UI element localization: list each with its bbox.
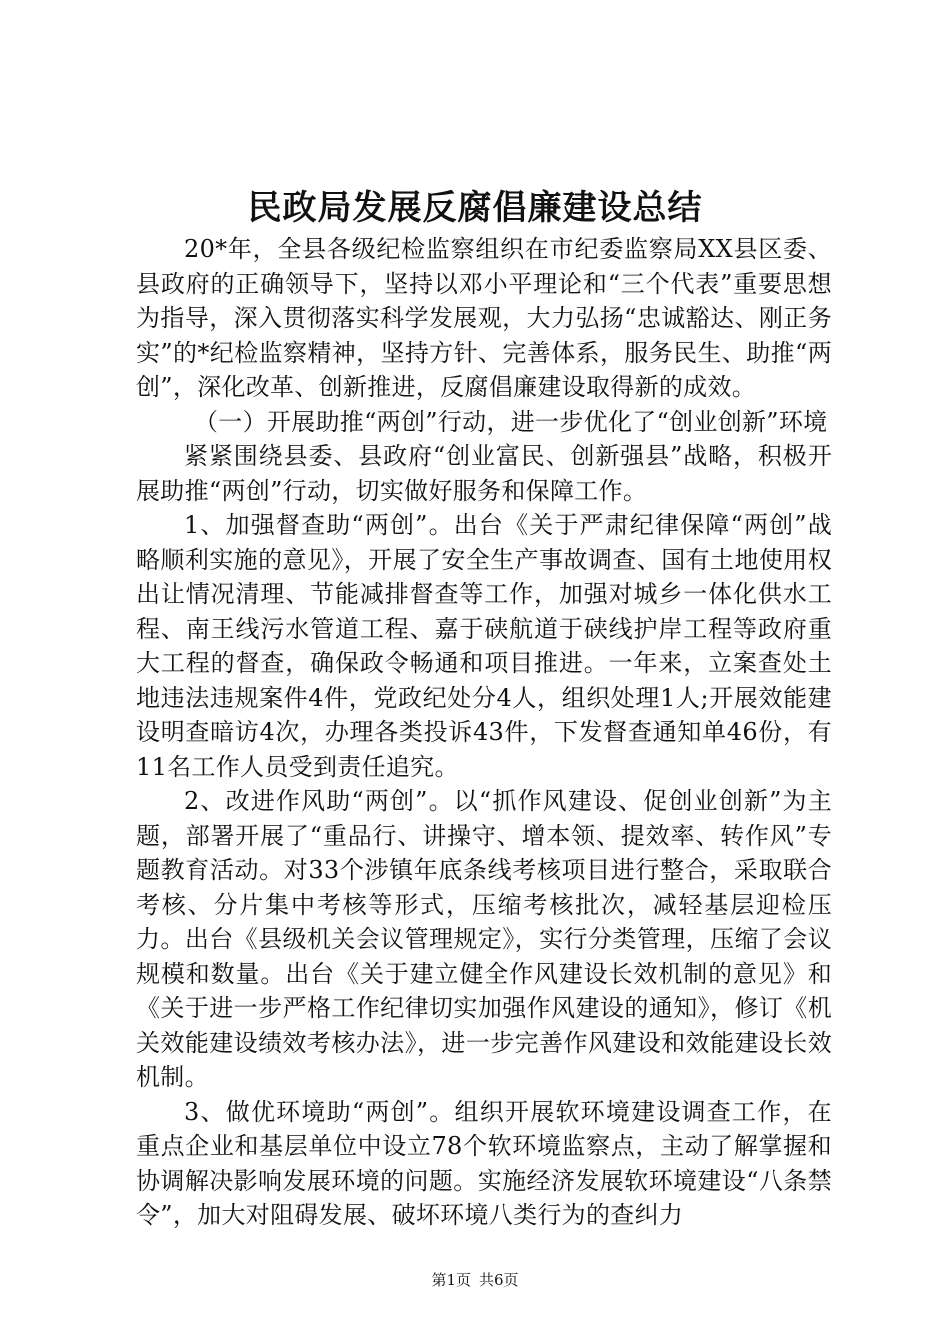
paragraph-item-1: 1、加强督查助“两创”。出台《关于严肃纪律保障“两创”战略顺利实施的意见》，开展了安全生产事故调查、国有土地使用权出让情况清理、节能减排督查等工作，加强对城乡一体化供水工程、南王线污水管道工程、嘉于硖航道于硖线护岸工程等政府重大工程的督查，确保政令畅通和项目推进。一年来，立案查处土地违法违规案件4件，党政纪处分4人，组织处理1人;开展效能建设明查暗访4次，办理各类投诉43件，下发督查通知单46份，有11名工作人员受到责任追究。 — [136, 511, 832, 781]
paragraph-item-3: 3、做优环境助“两创”。组织开展软环境建设调查工作，在重点企业和基层单位中设立78个软环境监察点，主动了解掌握和协调解决影响发展环境的问题。实施经济发展软环境建设“八条禁令”，加大对阻碍发展、破坏环境八类行为的查纠力 — [136, 1097, 832, 1229]
paragraph-intro: 20*年，全县各级纪检监察组织在市纪委监察局XX县区委、县政府的正确领导下，坚持以邓小平理论和“三个代表”重要思想为指导，深入贯彻落实科学发展观，大力弘扬“忠诚豁达、刚正务实”的*纪检监察精神，坚持方针、完善体系，服务民生、助推“两创”，深化改革、创新推进，反腐倡廉建设取得新的成效。 — [136, 235, 832, 401]
paragraph-section-intro: 紧紧围绕县委、县政府“创业富民、创新强县”战略，积极开展助推“两创”行动，切实做好服务和保障工作。 — [136, 442, 832, 505]
section-heading-1: （一）开展助推“两创”行动，进一步优化了“创业创新”环境 — [194, 407, 828, 436]
paragraph-item-2: 2、改进作风助“两创”。以“抓作风建设、促创业创新”为主题，部署开展了“重品行、讲操守、增本领、提效率、转作风”专题教育活动。对33个涉镇年底条线考核项目进行整合，采取联合考核、分片集中考核等形式，压缩考核批次，减轻基层迎检压力。出台《县级机关会议管理规定》，实行分类管理，压缩了会议规模和数量。出台《关于建立健全作风建设长效机制的意见》和《关于进一步严格工作纪律切实加强作风建设的通知》，修订《机关效能建设绩效考核办法》，进一步完善作风建设和效能建设长效机制。 — [136, 787, 832, 1091]
page-total: 共6页 — [479, 1271, 519, 1289]
document-title: 民政局发展反腐倡廉建设总结 — [247, 188, 703, 228]
page-footer — [0, 1270, 950, 1290]
document-body — [136, 232, 832, 1233]
page-number: 第1页 — [431, 1271, 471, 1289]
